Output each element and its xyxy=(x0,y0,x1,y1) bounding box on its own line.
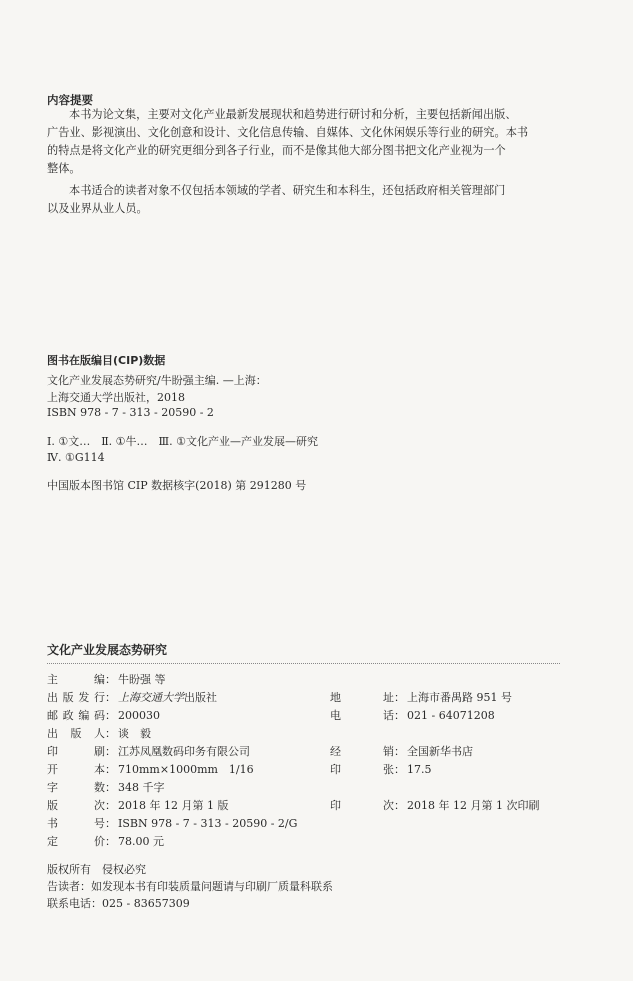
colophon-row-publisher-person: 出版人： 谈 毅 xyxy=(47,727,151,740)
colophon-value: 78.00 元 xyxy=(118,835,164,848)
cip-line-1: 文化产业发展态势研究/牛盼强主编. —上海： xyxy=(47,374,267,387)
colophon-row-postcode: 邮政编码： 200030 xyxy=(47,709,160,722)
colophon-row-publisher: 出版发行： 上海交通大学出版社 xyxy=(47,691,217,704)
colophon-label: 定价 xyxy=(47,835,105,848)
cip-classification-1: Ⅰ. ①文… Ⅱ. ①牛… Ⅲ. ①文化产业—产业发展—研究 xyxy=(47,435,318,448)
colophon-value: 上海市番禺路 951 号 xyxy=(407,691,512,704)
abstract-line: 的特点是将文化产业的研究更细分到各子行业，而不是像其他大部分图书把文化产业视为一个 xyxy=(47,144,506,157)
colophon-value: 谈 毅 xyxy=(118,727,151,740)
abstract-line: 以及业界从业人员。 xyxy=(47,202,148,215)
abstract-paragraph-1 xyxy=(47,106,595,178)
colophon-value: 200030 xyxy=(118,709,160,722)
abstract-paragraph-2 xyxy=(47,182,595,218)
colophon-label: 字数 xyxy=(47,781,105,794)
colophon-row-word-count: 字数： 348 千字 xyxy=(47,781,165,794)
colophon-label: 地址 xyxy=(330,691,394,704)
colophon-row-address: 地址： 上海市番禺路 951 号 xyxy=(330,691,512,704)
colophon-value: 710mm×1000mm 1/16 xyxy=(118,763,254,776)
colophon-label: 开本 xyxy=(47,763,105,776)
reader-notice-label: 告读者 xyxy=(47,880,80,893)
colophon-row-printer: 印刷： 江苏凤凰数码印务有限公司 xyxy=(47,745,250,758)
colophon-label: 出版人 xyxy=(47,727,105,740)
colophon-value: 2018 年 12 月第 1 次印刷 xyxy=(407,799,540,812)
contact-label: 联系电话 xyxy=(47,897,91,910)
cip-heading: 图书在版编目(CIP)数据 xyxy=(47,354,166,367)
colophon-row-format: 开本： 710mm×1000mm 1/16 xyxy=(47,763,254,776)
colophon-row-printing: 印次： 2018 年 12 月第 1 次印刷 xyxy=(330,799,540,812)
cip-record-number: 中国版本图书馆 CIP 数据核字(2018) 第 291280 号 xyxy=(47,479,307,492)
colophon-value: 牛盼强 等 xyxy=(118,673,166,686)
colophon-value: 021 - 64071208 xyxy=(407,709,495,722)
cip-line-2: 上海交通大学出版社，2018 xyxy=(47,391,185,404)
colophon-value: 全国新华书店 xyxy=(407,745,473,758)
abstract-heading: 内容提要 xyxy=(47,93,93,107)
colophon-row-phone: 电话： 021 - 64071208 xyxy=(330,709,495,722)
contact-phone: 联系电话：025 - 83657309 xyxy=(47,897,190,910)
colophon-row-price: 定价： 78.00 元 xyxy=(47,835,164,848)
colophon-label: 邮政编码 xyxy=(47,709,105,722)
cip-isbn: ISBN 978 - 7 - 313 - 20590 - 2 xyxy=(47,406,214,419)
abstract-line: 本书适合的读者对象不仅包括本领域的学者、研究生和本科生，还包括政府相关管理部门 xyxy=(69,184,506,197)
abstract-line: 广告业、影视演出、文化创意和设计、文化信息传输、自媒体、文化休闲娱乐等行业的研究。本书 xyxy=(47,126,529,139)
colophon-label: 主编 xyxy=(47,673,105,686)
reader-notice-text: 如发现本书有印装质量问题请与印刷厂质量科联系 xyxy=(91,880,333,893)
reader-notice: 告读者：如发现本书有印装质量问题请与印刷厂质量科联系 xyxy=(47,880,333,893)
colophon-label: 版次 xyxy=(47,799,105,812)
colophon-label: 印次 xyxy=(330,799,394,812)
colophon-row-sheets: 印张： 17.5 xyxy=(330,763,432,776)
colophon-label: 印张 xyxy=(330,763,394,776)
dotted-divider xyxy=(47,663,560,664)
copyright-notice: 版权所有 侵权必究 xyxy=(47,863,146,876)
colophon-value: 348 千字 xyxy=(118,781,165,794)
publisher-logo: 上海交通大学 xyxy=(118,691,184,704)
colophon-value: ISBN 978 - 7 - 313 - 20590 - 2/G xyxy=(118,817,298,830)
colophon-label: 出版发行 xyxy=(47,691,105,704)
colophon-value: 17.5 xyxy=(407,763,432,776)
contact-value: 025 - 83657309 xyxy=(102,897,190,910)
colophon-row-distributor: 经销： 全国新华书店 xyxy=(330,745,473,758)
colophon-row-isbn: 书号： ISBN 978 - 7 - 313 - 20590 - 2/G xyxy=(47,817,298,830)
colophon-value: 2018 年 12 月第 1 版 xyxy=(118,799,229,812)
colophon-label: 印刷 xyxy=(47,745,105,758)
cip-classification-2: Ⅳ. ①G114 xyxy=(47,451,105,464)
colophon-label: 书号 xyxy=(47,817,105,830)
colophon-value: 江苏凤凰数码印务有限公司 xyxy=(118,745,250,758)
colophon-row-editor: 主编： 牛盼强 等 xyxy=(47,673,166,686)
book-title: 文化产业发展态势研究 xyxy=(47,643,168,657)
abstract-line: 本书为论文集，主要对文化产业最新发展现状和趋势进行研讨和分析，主要包括新闻出版、 xyxy=(69,108,517,121)
colophon-label: 电话 xyxy=(330,709,394,722)
colophon-row-edition: 版次： 2018 年 12 月第 1 版 xyxy=(47,799,229,812)
abstract-line: 整体。 xyxy=(47,162,81,175)
colophon-value: 出版社 xyxy=(184,691,217,704)
colophon-label: 经销 xyxy=(330,745,394,758)
